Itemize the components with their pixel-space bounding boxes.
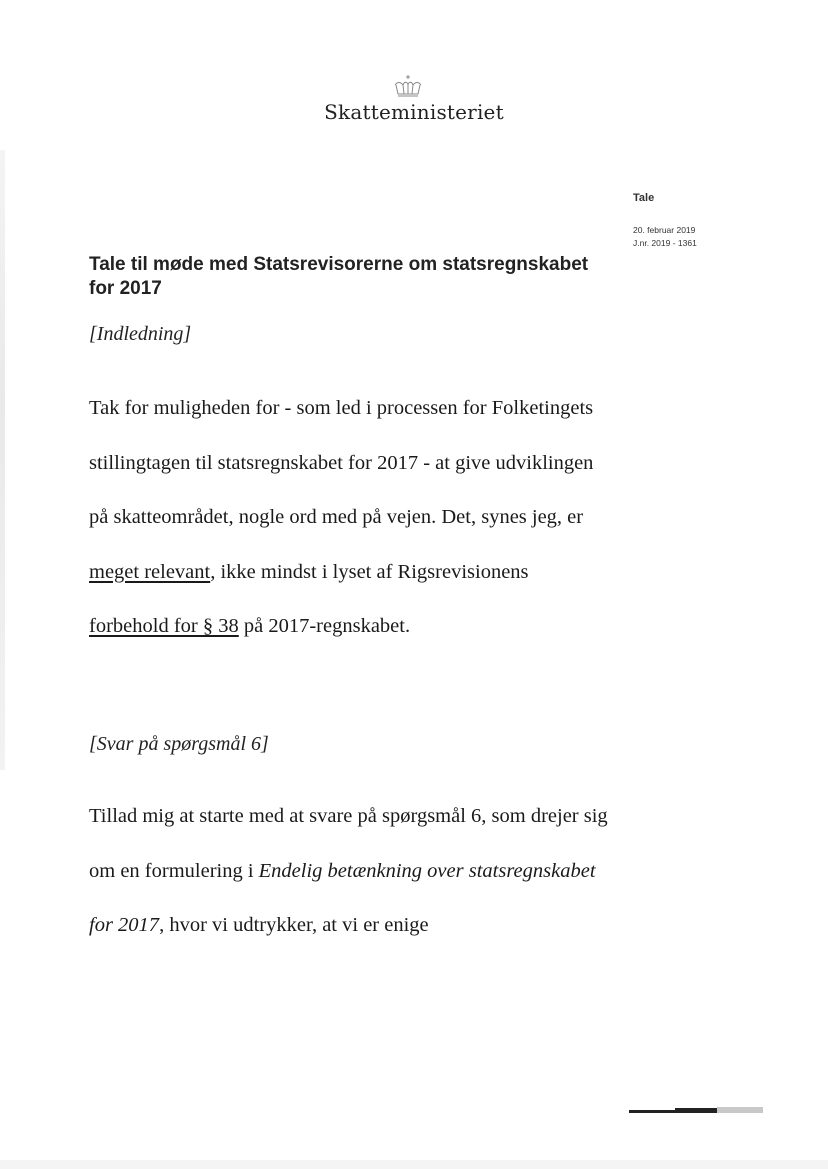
underlined-forbehold: forbehold for § 38	[89, 615, 239, 637]
document-date: 20. februar 2019	[633, 225, 696, 235]
paragraph-introduction	[89, 381, 609, 654]
section-heading-introduction: [Indledning]	[89, 323, 192, 345]
footer-bar-grey	[717, 1107, 763, 1113]
crown-logo-icon	[391, 74, 425, 100]
paragraph-text: på 2017-regnskabet.	[238, 615, 411, 637]
footer-bar-medium	[675, 1108, 717, 1113]
journal-number: J.nr. 2019 - 1361	[633, 238, 697, 248]
paragraph-text: , hvor vi udtrykker, at vi er enige	[159, 914, 429, 936]
speech-title: Tale til møde med Statsrevisorerne om statsregnskabet for 2017	[89, 254, 589, 299]
footer-bar-thin	[629, 1110, 675, 1113]
document-type: Tale	[633, 192, 655, 204]
paragraph-text: Tillad mig at starte med at svare på spørgsmål 6, som drejer sig om en formulering i	[89, 805, 608, 882]
section-heading-question-6: [Svar på spørgsmål 6]	[89, 733, 269, 755]
paragraph-text: , ikke mindst i lyset af Rigsrevisionens	[210, 560, 529, 583]
scan-edge-shadow	[0, 150, 5, 770]
scan-bottom-edge	[0, 1160, 828, 1169]
paragraph-text: Tak for muligheden for - som led i processen for Folketingets stillingtagen til statsregnskabet for 2017 - at give udviklingen på skatteområdet, nogle ord med på vejen. Det, synes jeg, er	[89, 397, 594, 528]
paragraph-question-6	[89, 789, 609, 953]
underlined-meget-relevant: meget relevant	[89, 560, 211, 583]
ministry-name: Skatteministeriet	[324, 100, 504, 124]
italic-report-title: Endelig betænkning over statsregnskabet for 2017	[89, 859, 596, 936]
